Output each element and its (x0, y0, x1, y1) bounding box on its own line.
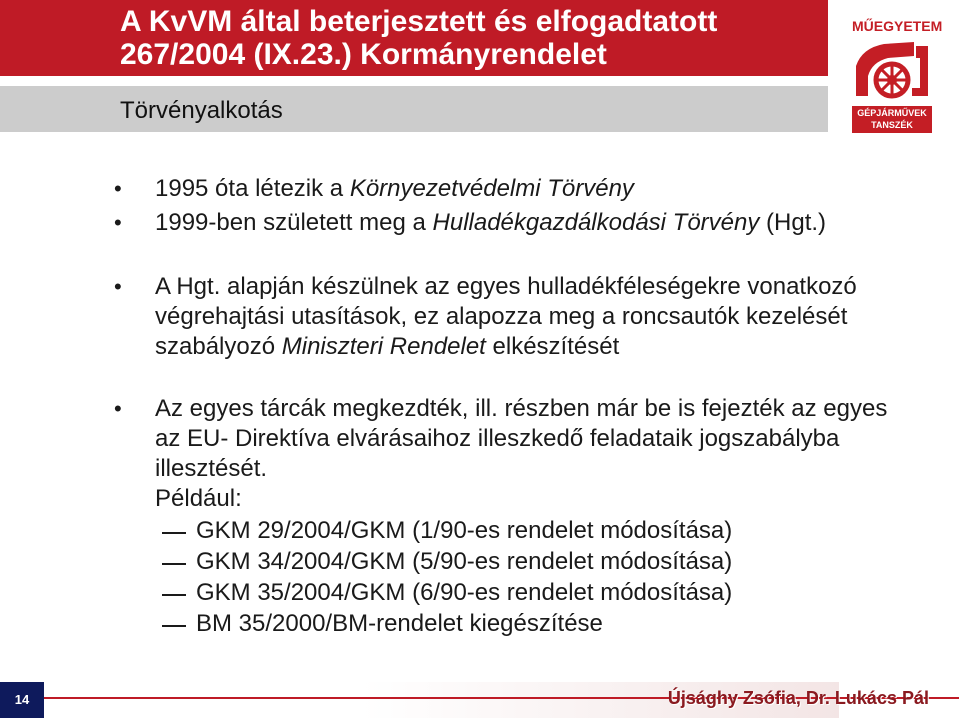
logo-bottom-line-1: GÉPJÁRMŰVEK (857, 108, 927, 118)
bullet-suffix: elkészítését (485, 333, 620, 360)
dash-marker (162, 594, 186, 596)
sub-item: GKM 34/2004/GKM (5/90-es rendelet módosítása) (196, 548, 733, 575)
sub-item: BM 35/2000/BM-rendelet kiegészítése (196, 610, 603, 637)
bullet-italic-text: Környezetvédelmi Törvény (349, 175, 634, 202)
bullet-marker: • (114, 274, 122, 299)
bullet-text: 1999-ben született meg a (155, 209, 433, 236)
bullet-text: 1995 óta létezik a (155, 175, 350, 202)
bullet-marker: • (114, 396, 122, 421)
footer-author: Újsághy Zsófia, Dr. Lukács Pál (667, 688, 929, 708)
bullet-item (155, 208, 915, 238)
dash-marker (162, 532, 186, 534)
dash-marker (162, 625, 186, 627)
logo-top-text: MŰEGYETEM (852, 18, 943, 34)
dash-marker (162, 563, 186, 565)
bullet-item (155, 394, 915, 484)
logo-bottom-text (852, 106, 932, 133)
page-number: 14 (0, 682, 44, 718)
bullet-item (155, 174, 915, 204)
example-label: Például: (155, 485, 242, 512)
sub-item: GKM 35/2004/GKM (6/90-es rendelet módosítása) (196, 579, 733, 606)
bullet-text: A Hgt. alapján készülnek az egyes hulladékféleségekre vonatkozó végrehajtási utasítások, ez alapozza meg a roncsautók kezelését szabályozó (155, 273, 857, 360)
car-wheel-icon (854, 36, 930, 104)
bullet-item (155, 272, 915, 362)
bullet-italic-text: Hulladékgazdálkodási Törvény (432, 209, 760, 236)
bullet-marker: • (114, 176, 122, 201)
university-logo (852, 18, 943, 130)
slide-subtitle: Törvényalkotás (120, 97, 283, 124)
bullet-marker: • (114, 210, 122, 235)
bullet-suffix: (Hgt.) (759, 209, 827, 236)
bullet-italic-text: Miniszteri Rendelet (281, 333, 486, 360)
bullet-text: Az egyes tárcák megkezdték, ill. részben már be is fejezték az egyes az EU- Direktíva elvárásaihoz illeszkedő feladataik jogszabályba illesztését. (155, 395, 888, 482)
slide-title: A KvVM által beterjesztett és elfogadtatott 267/2004 (IX.23.) Kormányrendelet (120, 5, 718, 71)
sub-item: GKM 29/2004/GKM (1/90-es rendelet módosítása) (196, 517, 733, 544)
logo-bottom-line-2: TANSZÉK (871, 120, 913, 130)
